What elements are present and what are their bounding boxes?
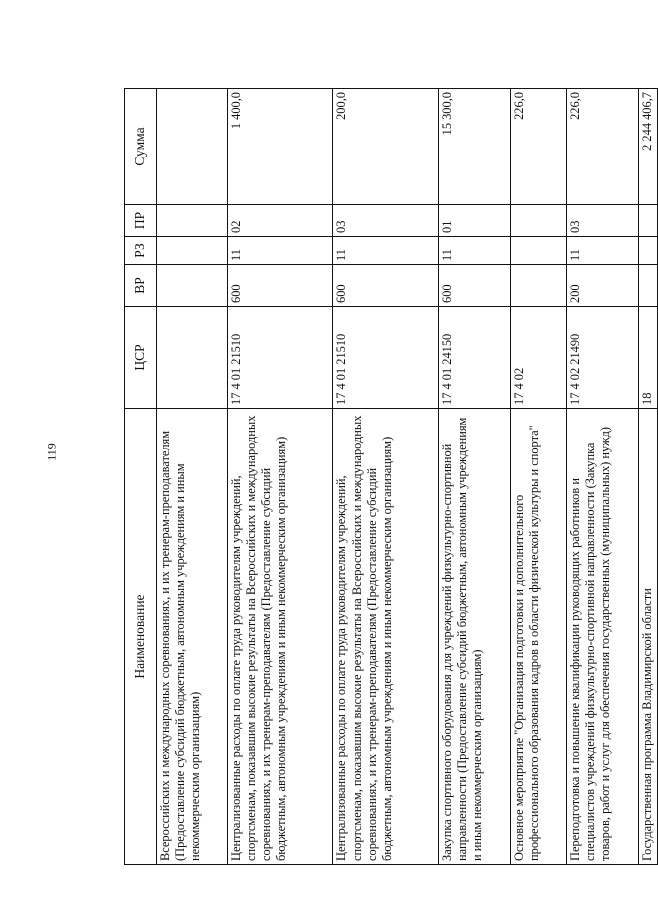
row-csr: 17 4 01 21510 — [227, 307, 333, 409]
row-vr — [510, 265, 566, 307]
header-csr: ЦСР — [125, 307, 157, 409]
row-pr — [638, 205, 657, 237]
row-sum: 226,0 — [566, 89, 638, 205]
table-row — [157, 89, 228, 865]
row-name: Централизованные расходы по оплате труда руководителям учреждений, спортсменам, показавшим высокие результаты на Всероссийских и международных соревнованиях, и их тренерам-преподавателям (Предоставление субсидий бюджетным, автономным учреждениям и иным некоммерческим организациям) — [333, 409, 439, 865]
row-csr: 17 4 02 — [510, 307, 566, 409]
row-rz: 11 — [333, 237, 439, 265]
header-vr: ВР — [125, 265, 157, 307]
row-pr: 03 — [566, 205, 638, 237]
row-pr: 03 — [333, 205, 439, 237]
header-rz: РЗ — [125, 237, 157, 265]
row-sum: 15 300,0 — [439, 89, 511, 205]
row-rz — [638, 237, 657, 265]
row-vr: 600 — [439, 265, 511, 307]
row-pr — [510, 205, 566, 237]
table-row — [439, 89, 511, 865]
row-pr: 01 — [439, 205, 511, 237]
table-row — [510, 89, 566, 865]
row-csr: 18 — [638, 307, 657, 409]
row-name: Переподготовка и повышение квалификации руководящих работников и специалистов учреждений физкультурно-спортивной направленности (Закупка товаров, работ и услуг для обеспечения государственных (муниципальных) нужд) — [566, 409, 638, 865]
row-rz: 11 — [566, 237, 638, 265]
header-pr: ПР — [125, 205, 157, 237]
row-name: Государственная программа Владимирской области — [638, 409, 657, 865]
header-row — [125, 89, 157, 865]
row-sum: 2 244 406,7 — [638, 89, 657, 205]
row-vr — [157, 265, 228, 307]
row-rz — [157, 237, 228, 265]
row-sum — [157, 89, 228, 205]
row-sum: 200,0 — [333, 89, 439, 205]
row-rz: 11 — [439, 237, 511, 265]
row-pr — [157, 205, 228, 237]
row-csr: 17 4 02 21490 — [566, 307, 638, 409]
row-csr: 17 4 01 24150 — [439, 307, 511, 409]
row-name: Основное мероприятие "Организация подготовки и дополнительного профессионального образования кадров в области физической культуры и спорта" — [510, 409, 566, 865]
row-rz — [510, 237, 566, 265]
row-sum: 226,0 — [510, 89, 566, 205]
rotated-sheet — [124, 89, 658, 865]
row-csr — [157, 307, 228, 409]
row-vr: 600 — [227, 265, 333, 307]
row-pr: 02 — [227, 205, 333, 237]
row-csr: 17 4 01 21510 — [333, 307, 439, 409]
page-number: 119 — [44, 443, 59, 461]
row-name: Централизованные расходы по оплате труда руководителям учреждений, спортсменам, показавшим высокие результаты на Всероссийских и международных соревнованиях, и их тренерам-преподавателям (Предоставление субсидий бюджетным, автономным учреждениям и иным некоммерческим организациям) — [227, 409, 333, 865]
row-vr: 600 — [333, 265, 439, 307]
table-row — [333, 89, 439, 865]
header-sum: Сумма — [125, 89, 157, 205]
row-vr — [638, 265, 657, 307]
row-name: Закупка спортивного оборудования для учреждений физкультурно-спортивной направленности (Предоставление субсидий бюджетным, автономным учреждениям и иным некоммерческим организациям) — [439, 409, 511, 865]
table-row — [227, 89, 333, 865]
row-rz: 11 — [227, 237, 333, 265]
budget-table — [124, 88, 658, 865]
table-row — [566, 89, 638, 865]
row-vr: 200 — [566, 265, 638, 307]
row-name: Всероссийских и международных соревнованиях, и их тренерам-преподавателям (Предоставление субсидий бюджетным, автономным учреждениям и иным некоммерческим организациям) — [157, 409, 228, 865]
row-sum: 1 400,0 — [227, 89, 333, 205]
table-row — [638, 89, 657, 865]
header-name: Наименование — [125, 409, 157, 865]
